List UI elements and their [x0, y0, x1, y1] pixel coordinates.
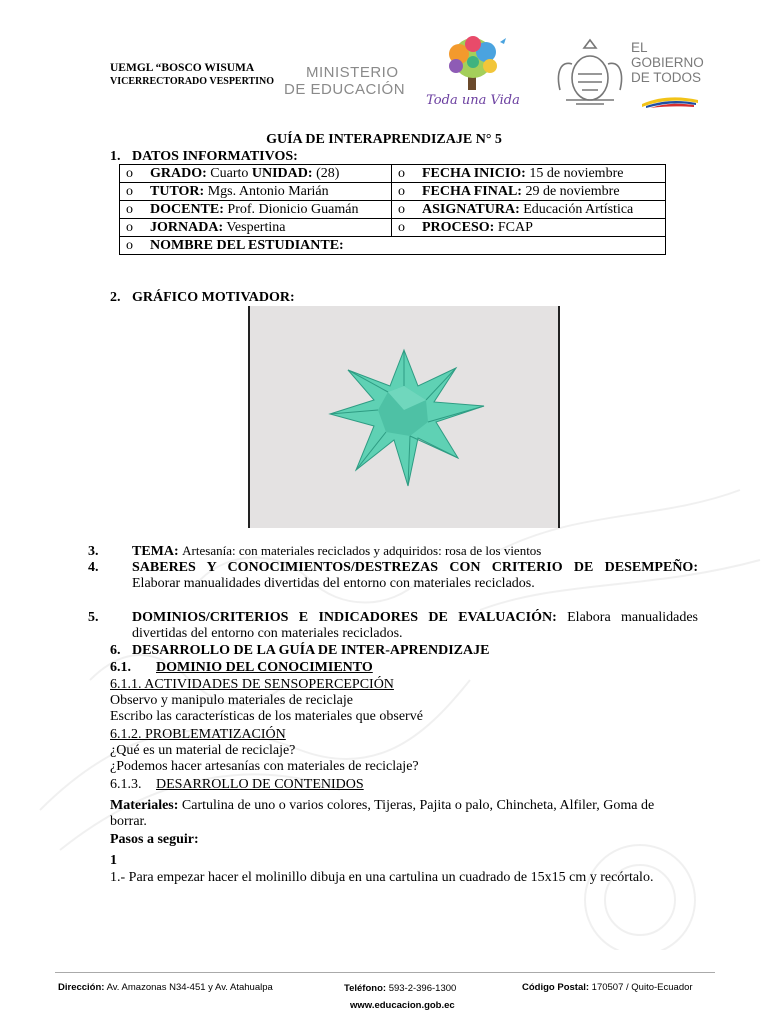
nombre-estudiante-cell: o NOMBRE DEL ESTUDIANTE:	[120, 237, 666, 255]
section-6-1-1	[110, 677, 676, 725]
fecha-inicio-cell: o FECHA INICIO: 15 de noviembre	[392, 165, 666, 183]
jornada-cell: o JORNADA: Vespertina	[120, 219, 392, 237]
problematizacion-heading: 6.1.2. PROBLEMATIZACIÓN	[110, 727, 286, 742]
section-6-heading: 6. DESARROLLO DE LA GUÍA DE INTER-APRENDIZAJE	[110, 643, 490, 658]
ministerio-de: DE	[284, 81, 306, 98]
pasos-heading: Pasos a seguir:	[110, 832, 199, 847]
fecha-final-cell: o FECHA FINAL: 29 de noviembre	[392, 183, 666, 201]
footer-direccion: Dirección: Av. Amazonas N34-451 y Av. Atahualpa	[58, 982, 273, 993]
table-row	[120, 165, 666, 183]
origami-star-photo	[248, 306, 560, 528]
footer-codigo-postal: Código Postal: 170507 / Quito-Ecuador	[522, 982, 693, 993]
step-number: 1	[110, 853, 117, 868]
page-title: GUÍA DE INTERAPRENDIZAJE N° 5	[266, 132, 502, 147]
table-row	[120, 237, 666, 255]
section-5: 5. DOMINIOS/CRITERIOS E INDICADORES DE EVALUACIÓN: Elabora manualidades divertidas del entorno con materiales reciclados.	[88, 610, 698, 641]
footer-telefono: Teléfono: 593-2-396-1300	[344, 983, 457, 994]
table-row	[120, 183, 666, 201]
flag-stripe-icon	[640, 94, 700, 108]
ministerio-line2: EDUCACIÓN	[310, 81, 406, 98]
proceso-cell: o PROCESO: FCAP	[392, 219, 666, 237]
gobierno-line2: GOBIERNO	[631, 55, 704, 70]
materiales: Materiales: Cartulina de uno o varios colores, Tijeras, Pajita o palo, Chincheta, Alfiler, Goma de borrar.	[110, 798, 655, 829]
section-4: 4. SABERES Y CONOCIMIENTOS/DESTREZAS CON CRITERIO DE DESEMPEÑO: Elaborar manualidades divertidas del entorno con materiales reciclados.	[88, 560, 698, 591]
section-1-heading: 1. DATOS INFORMATIVOS:	[110, 149, 298, 164]
school-section: VICERRECTORADO VESPERTINO	[110, 76, 275, 87]
footer-divider	[55, 972, 715, 973]
ministerio-line1: MINISTERIO	[306, 64, 399, 81]
toda-una-vida-logo	[426, 34, 520, 108]
info-table	[119, 164, 666, 255]
sensopercepcion-heading: 6.1.1. ACTIVIDADES DE SENSOPERCEPCIÓN	[110, 677, 394, 692]
section-2-heading: 2. GRÁFICO MOTIVADOR:	[110, 290, 295, 305]
table-row	[120, 201, 666, 219]
asignatura-cell: o ASIGNATURA: Educación Artística	[392, 201, 666, 219]
step-1-text: 1.- Para empezar hacer el molinillo dibuja en una cartulina un cuadrado de 15x15 cm y recórtalo.	[110, 870, 654, 885]
ecuador-coat-of-arms	[552, 34, 628, 114]
school-header	[110, 62, 274, 88]
school-name: UEMGL “BOSCO WISUMA	[110, 62, 255, 74]
gobierno-logo	[631, 40, 704, 85]
section-6-1-heading: 6.1. DOMINIO DEL CONOCIMIENTO	[110, 660, 373, 675]
list-item: ¿Qué es un material de reciclaje?	[110, 743, 296, 758]
grado-cell: o GRADO: Cuarto UNIDAD: (28)	[120, 165, 392, 183]
footer-website[interactable]: www.educacion.gob.ec	[350, 1000, 455, 1011]
toda-una-vida-text: Toda una Vida	[426, 93, 520, 108]
section-3: 3. TEMA: Artesanía: con materiales reciclados y adquiridos: rosa de los vientos	[88, 543, 542, 559]
section-6-1-2	[110, 727, 676, 775]
gobierno-line3: DE TODOS	[631, 70, 702, 85]
ministerio-logo	[284, 64, 405, 98]
list-item: ¿Podemos hacer artesanías con materiales de reciclaje?	[110, 759, 419, 774]
tutor-cell: o TUTOR: Mgs. Antonio Marián	[120, 183, 392, 201]
list-item: Observo y manipulo materiales de reciclaje	[110, 693, 353, 708]
list-item: Escribo las características de los materiales que observé	[110, 709, 423, 724]
section-6-1-3-heading: 6.1.3. DESARROLLO DE CONTENIDOS	[110, 777, 364, 792]
table-row	[120, 219, 666, 237]
gobierno-line1: EL	[631, 40, 648, 55]
docente-cell: o DOCENTE: Prof. Dionicio Guamán	[120, 201, 392, 219]
